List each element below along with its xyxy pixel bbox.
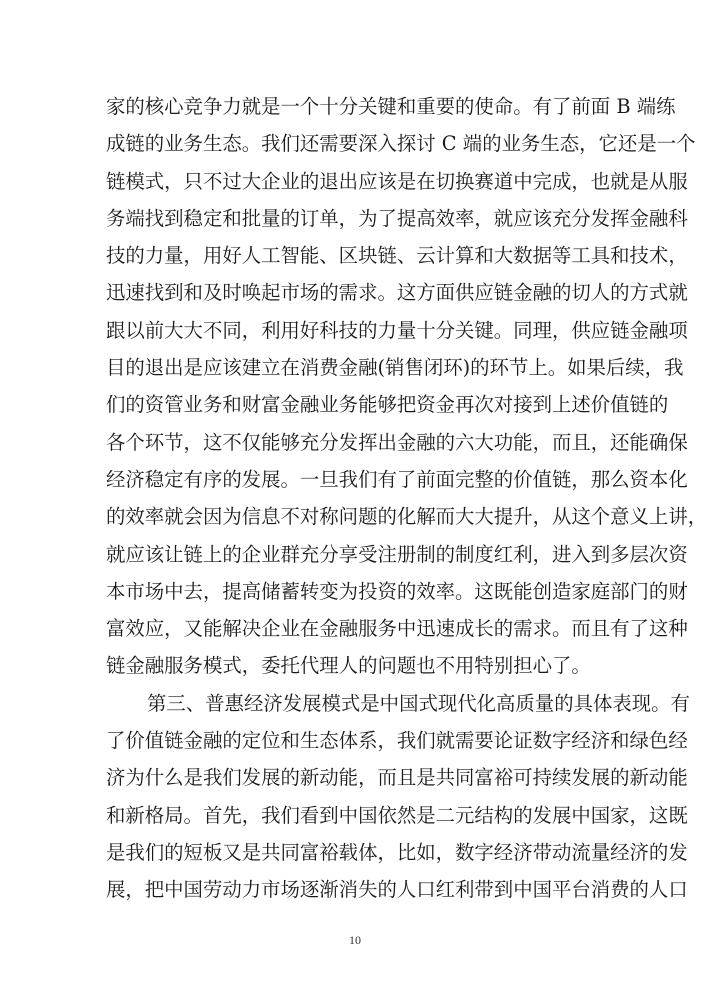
text-line: 目的退出是应该建立在消费金融(销售闭环)的环节上。如果后续，我 — [106, 356, 684, 380]
text-line: 跟以前大大不同，利用好科技的力量十分关键。同理，供应链金融项 — [106, 318, 688, 342]
text-line: 各个环节，这不仅能够充分发挥出金融的六大功能，而且，还能确保 — [106, 430, 688, 454]
text-line: 了价值链金融的定位和生态体系，我们就需要论证数字经济和绿色经 — [106, 729, 688, 753]
text-line: 本市场中去，提高储蓄转变为投资的效率。这既能创造家庭部门的财 — [106, 579, 688, 603]
text-line: 链模式，只不过大企业的退出应该是在切换赛道中完成，也就是从服 — [106, 169, 688, 193]
text-line: 务端找到稳定和批量的订单，为了提高效率，就应该充分发挥金融科 — [106, 206, 688, 230]
text-line: 成链的业务生态。我们还需要深入探讨 C 端的业务生态，它还是一个 — [106, 132, 696, 156]
text-line: 济为什么是我们发展的新动能，而且是共同富裕可持续发展的新动能 — [106, 766, 688, 790]
text-line: 们的资管业务和财富金融业务能够把资金再次对接到上述价值链的 — [106, 393, 669, 417]
text-line: 第三、普惠经济发展模式是中国式现代化高质量的具体表现。有 — [147, 691, 690, 715]
text-line: 是我们的短板又是共同富裕载体，比如，数字经济带动流量经济的发 — [106, 840, 688, 864]
text-line: 技的力量，用好人工智能、区块链、云计算和大数据等工具和技术， — [106, 244, 688, 268]
text-line: 迅速找到和及时唤起市场的需求。这方面供应链金融的切人的方式就 — [106, 281, 688, 305]
text-line: 家的核心竞争力就是一个十分关键和重要的使命。有了前面 B 端练 — [106, 95, 676, 118]
text-line: 的效率就会因为信息不对称问题的化解而大大提升，从这个意义上讲， — [106, 505, 708, 529]
text-line: 富效应，又能解决企业在金融服务中迅速成长的需求。而且有了这种 — [106, 617, 688, 641]
text-line: 和新格局。首先，我们看到中国依然是二元结构的发展中国家，这既 — [106, 803, 688, 827]
text-line: 经济稳定有序的发展。一旦我们有了前面完整的价值链，那么资本化 — [106, 467, 688, 491]
page-number: 10 — [349, 933, 361, 947]
text-line: 展，把中国劳动力市场逐渐消失的人口红利带到中国平台消费的人口 — [106, 878, 688, 902]
text-line: 就应该让链上的企业群充分享受注册制的制度红利，进入到多层次资 — [106, 542, 688, 566]
text-line: 链金融服务模式，委托代理人的问题也不用特别担心了。 — [106, 654, 591, 678]
body-text — [106, 88, 708, 909]
